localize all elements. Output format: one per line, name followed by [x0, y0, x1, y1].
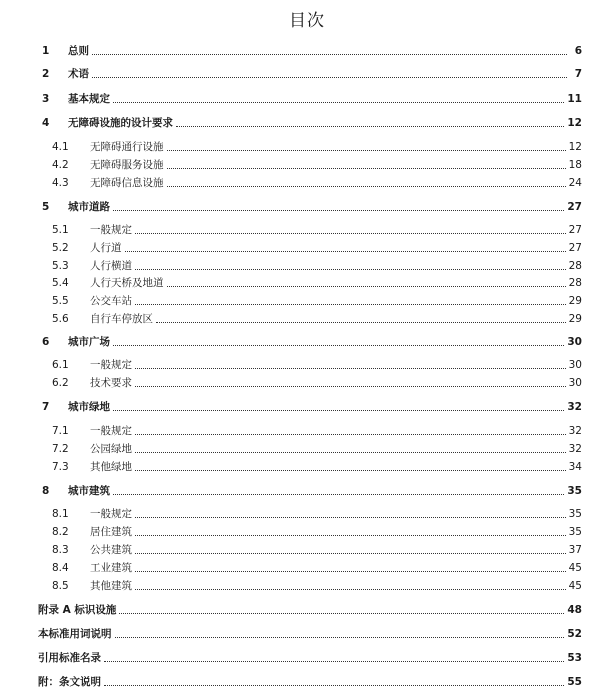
dot-leader [104, 661, 564, 662]
toc-section-entry[interactable] [52, 257, 582, 273]
toc-entry-label: 总则 [68, 45, 89, 57]
toc-entry-label: 附录 A 标识设施 [38, 604, 117, 616]
dot-leader [135, 233, 566, 234]
toc-entry-label: 其他建筑 [90, 580, 132, 592]
dot-leader [135, 368, 566, 369]
toc-entry-label: 一般规定 [90, 359, 132, 371]
toc-entry-label: 城市广场 [68, 336, 110, 348]
toc-entry-page-number: 11 [567, 93, 582, 105]
toc-entry-label: 人行横道 [90, 260, 132, 272]
toc-entry-label: 居住建筑 [90, 526, 132, 538]
toc-section-entry[interactable] [52, 458, 582, 474]
toc-chapter-entry[interactable] [38, 649, 582, 665]
toc-entry-page-number: 35 [567, 485, 582, 497]
toc-section-entry[interactable] [52, 422, 582, 438]
toc-entry-page-number: 30 [568, 359, 582, 371]
dot-leader [92, 77, 567, 78]
toc-entry-page-number: 34 [568, 461, 582, 473]
toc-section-entry[interactable] [52, 523, 582, 539]
toc-entry-page-number: 35 [568, 508, 582, 520]
toc-section-entry[interactable] [52, 356, 582, 372]
toc-entry-page-number: 35 [568, 526, 582, 538]
toc-section-entry[interactable] [52, 577, 582, 593]
toc-chapter-entry[interactable] [42, 42, 582, 58]
toc-chapter-entry[interactable] [42, 333, 582, 349]
toc-entry-number: 7.3 [52, 461, 69, 473]
toc-entry-number: 6.2 [52, 377, 69, 389]
dot-leader [113, 345, 564, 346]
toc-entry-page-number: 55 [567, 676, 582, 688]
toc-entry-label: 本标准用词说明 [38, 628, 112, 640]
dot-leader [113, 494, 564, 495]
toc-entry-label: 自行车停放区 [90, 313, 153, 325]
toc-entry-number: 4 [42, 117, 50, 129]
toc-entry-number: 8.3 [52, 544, 69, 556]
toc-entry-page-number: 27 [567, 201, 582, 213]
toc-entry-label: 一般规定 [90, 224, 132, 236]
toc-entry-label: 公共建筑 [90, 544, 132, 556]
toc-section-entry[interactable] [52, 374, 582, 390]
toc-entry-number: 6 [42, 336, 50, 348]
toc-entry-number: 3 [42, 93, 50, 105]
toc-entry-page-number: 32 [568, 443, 582, 455]
toc-chapter-entry[interactable] [42, 198, 582, 214]
dot-leader [125, 251, 566, 252]
toc-entry-page-number: 45 [568, 580, 582, 592]
toc-entry-page-number: 30 [568, 377, 582, 389]
toc-entry-label: 技术要求 [90, 377, 132, 389]
toc-entry-page-number: 7 [574, 68, 582, 80]
toc-section-entry[interactable] [52, 505, 582, 521]
toc-entry-label: 其他绿地 [90, 461, 132, 473]
dot-leader [113, 210, 564, 211]
toc-entry-label: 无障碍通行设施 [90, 141, 164, 153]
toc-entry-label: 公交车站 [90, 295, 132, 307]
dot-leader [119, 613, 564, 614]
dot-leader [135, 589, 566, 590]
toc-entry-number: 8.2 [52, 526, 69, 538]
toc-entry-number: 5 [42, 201, 50, 213]
toc-entry-number: 7.1 [52, 425, 69, 437]
toc-section-entry[interactable] [52, 156, 582, 172]
toc-section-entry[interactable] [52, 292, 582, 308]
toc-chapter-entry[interactable] [42, 65, 582, 81]
dot-leader [135, 452, 566, 453]
toc-entry-page-number: 32 [567, 401, 582, 413]
toc-section-entry[interactable] [52, 174, 582, 190]
toc-section-entry[interactable] [52, 138, 582, 154]
toc-section-entry[interactable] [52, 221, 582, 237]
toc-entry-page-number: 30 [567, 336, 582, 348]
toc-section-entry[interactable] [52, 274, 582, 290]
toc-entry-page-number: 18 [568, 159, 582, 171]
toc-entry-page-number: 28 [568, 277, 582, 289]
dot-leader [176, 126, 564, 127]
toc-entry-page-number: 12 [567, 117, 582, 129]
toc-entry-label: 公园绿地 [90, 443, 132, 455]
toc-entry-page-number: 29 [568, 313, 582, 325]
toc-entry-label: 无障碍服务设施 [90, 159, 164, 171]
toc-entry-label: 一般规定 [90, 508, 132, 520]
toc-entry-page-number: 24 [568, 177, 582, 189]
toc-entry-number: 5.4 [52, 277, 69, 289]
dot-leader [135, 304, 566, 305]
toc-chapter-entry[interactable] [42, 482, 582, 498]
toc-entry-label: 人行道 [90, 242, 122, 254]
dot-leader [135, 535, 566, 536]
toc-entry-label: 城市绿地 [68, 401, 110, 413]
dot-leader [167, 286, 566, 287]
toc-entry-number: 5.3 [52, 260, 69, 272]
toc-section-entry[interactable] [52, 310, 582, 326]
page-title: 目次 [289, 11, 325, 31]
toc-entry-page-number: 27 [568, 242, 582, 254]
toc-chapter-entry[interactable] [42, 398, 582, 414]
toc-entry-page-number: 29 [568, 295, 582, 307]
dot-leader [167, 150, 566, 151]
toc-entry-number: 8.5 [52, 580, 69, 592]
dot-leader [113, 102, 564, 103]
toc-entry-number: 1 [42, 45, 50, 57]
toc-entry-label: 基本规定 [68, 93, 110, 105]
toc-section-entry[interactable] [52, 541, 582, 557]
dot-leader [156, 322, 566, 323]
toc-entry-number: 4.3 [52, 177, 69, 189]
toc-entry-label: 一般规定 [90, 425, 132, 437]
toc-entry-page-number: 6 [574, 45, 582, 57]
toc-entry-number: 6.1 [52, 359, 69, 371]
toc-entry-number: 2 [42, 68, 50, 80]
toc-entry-number: 8.4 [52, 562, 69, 574]
toc-section-entry[interactable] [52, 239, 582, 255]
dot-leader [92, 54, 567, 55]
dot-leader [135, 517, 566, 518]
dot-leader [104, 685, 564, 686]
toc-chapter-entry[interactable] [42, 90, 582, 106]
dot-leader [167, 168, 566, 169]
dot-leader [135, 434, 566, 435]
dot-leader [135, 571, 566, 572]
toc-entry-number: 5.2 [52, 242, 69, 254]
toc-entry-page-number: 37 [568, 544, 582, 556]
toc-entry-page-number: 48 [567, 604, 582, 616]
toc-entry-number: 5.1 [52, 224, 69, 236]
dot-leader [135, 269, 566, 270]
toc-section-entry[interactable] [52, 440, 582, 456]
toc-entry-page-number: 52 [567, 628, 582, 640]
toc-entry-label: 城市道路 [68, 201, 110, 213]
toc-entry-label: 工业建筑 [90, 562, 132, 574]
dot-leader [135, 470, 566, 471]
toc-chapter-entry[interactable] [38, 625, 582, 641]
toc-entry-number: 7.2 [52, 443, 69, 455]
toc-chapter-entry[interactable] [38, 673, 582, 689]
toc-entry-number: 8 [42, 485, 50, 497]
dot-leader [113, 410, 564, 411]
toc-entry-number: 5.5 [52, 295, 69, 307]
toc-entry-label: 附：条文说明 [38, 676, 101, 688]
toc-chapter-entry[interactable] [42, 114, 582, 130]
toc-entry-page-number: 28 [568, 260, 582, 272]
toc-entry-label: 无障碍设施的设计要求 [68, 117, 173, 129]
toc-entry-page-number: 53 [567, 652, 582, 664]
toc-entry-page-number: 32 [568, 425, 582, 437]
toc-entry-label: 人行天桥及地道 [90, 277, 164, 289]
toc-entry-label: 引用标准名录 [38, 652, 101, 664]
dot-leader [115, 637, 565, 638]
toc-entry-number: 8.1 [52, 508, 69, 520]
toc-entry-label: 城市建筑 [68, 485, 110, 497]
toc-entry-label: 无障碍信息设施 [90, 177, 164, 189]
toc-section-entry[interactable] [52, 559, 582, 575]
toc-entry-page-number: 27 [568, 224, 582, 236]
toc-entry-page-number: 12 [568, 141, 582, 153]
dot-leader [135, 386, 566, 387]
toc-entry-page-number: 45 [568, 562, 582, 574]
dot-leader [167, 186, 566, 187]
toc-chapter-entry[interactable] [38, 601, 582, 617]
toc-entry-number: 7 [42, 401, 50, 413]
toc-entry-number: 4.1 [52, 141, 69, 153]
toc-entry-number: 4.2 [52, 159, 69, 171]
dot-leader [135, 553, 566, 554]
toc-entry-number: 5.6 [52, 313, 69, 325]
toc-entry-label: 术语 [68, 68, 89, 80]
